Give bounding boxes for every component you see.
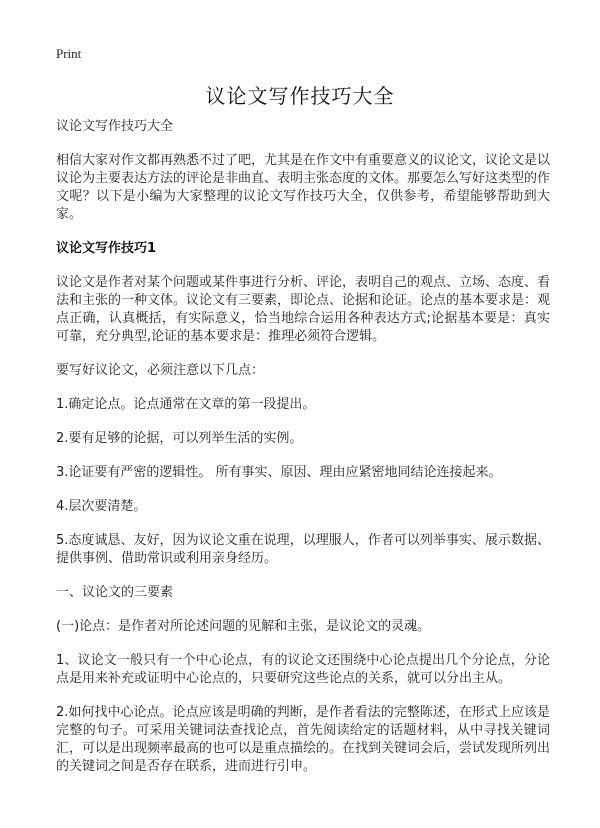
point-item: 4.层次要清楚。 [56, 499, 147, 514]
point-item: 2.要有足够的论据，可以列举生活的实例。 [56, 431, 303, 446]
find-argument-paragraph: 2.如何找中心论点。论点应该是明确的判断，是作者看法的完整陈述，在形式上应该是完整的句子。可采用关键词法查找论点，首先阅读给定的话题材料，从中寻找关键词汇，可以是出现频率最高的也可以是重点描绘的。在找到关键词会后，尝试发现所列出的关键词之间是否存在联系，进而进行引申。 [56, 705, 551, 774]
print-link[interactable]: Print [56, 46, 82, 61]
point-item: 5.态度诚恳、友好，因为议论文重在说理，以理服人，作者可以列举事实、展示数据、提供事例、借助常识或利用亲身经历。 [56, 533, 550, 566]
section-heading: 议论文写作技巧1 [56, 241, 157, 256]
intro-paragraph: 相信大家对作文都再熟悉不过了吧，尤其是在作文中有重要意义的议论文，议论文是以议论为主要表达方法的评论是非曲直、表明主张态度的文体。那要怎么写好这类型的作文呢？以下是小编为大家整理的议论文写作技巧大全，仅供参考，希望能够帮助到大家。 [56, 153, 551, 222]
document-title: 议论文写作技巧大全 [205, 84, 395, 108]
point-item: 1.确定论点。论点通常在文章的第一段提出。 [56, 397, 316, 412]
point-item: 3.论证要有严密的逻辑性。 所有事实、原因、理由应紧密地同结论连接起来。 [56, 465, 502, 480]
document-body [56, 118, 550, 776]
lundian-paragraph: (一)论点：是作者对所论述问题的见解和主张，是议论文的灵魂。 [56, 619, 431, 634]
definition-paragraph: 议论文是作者对某个问题或某件事进行分析、评论，表明自己的观点、立场、态度、看法和主张的一种文体。议论文有三要素，即论点、论据和论证。论点的基本要求是：观点正确，认真概括，有实际意义，恰当地综合运用各种表达方式;论据基本要是：真实可靠，充分典型,论证的基本要求是：推理必须符合逻辑。 [56, 275, 551, 344]
requirements-intro: 要写好议论文，必须注意以下几点： [56, 363, 265, 378]
section-three-elements-heading: 一、议论文的三要素 [56, 585, 174, 600]
document-subtitle: 议论文写作技巧大全 [56, 119, 174, 134]
central-argument-paragraph: 1、议论文一般只有一个中心论点，有的议论文还围绕中心论点提出几个分论点，分论点是用来补充或证明中心论点的，只要研究这些论点的关系，就可以分出主从。 [56, 653, 550, 686]
